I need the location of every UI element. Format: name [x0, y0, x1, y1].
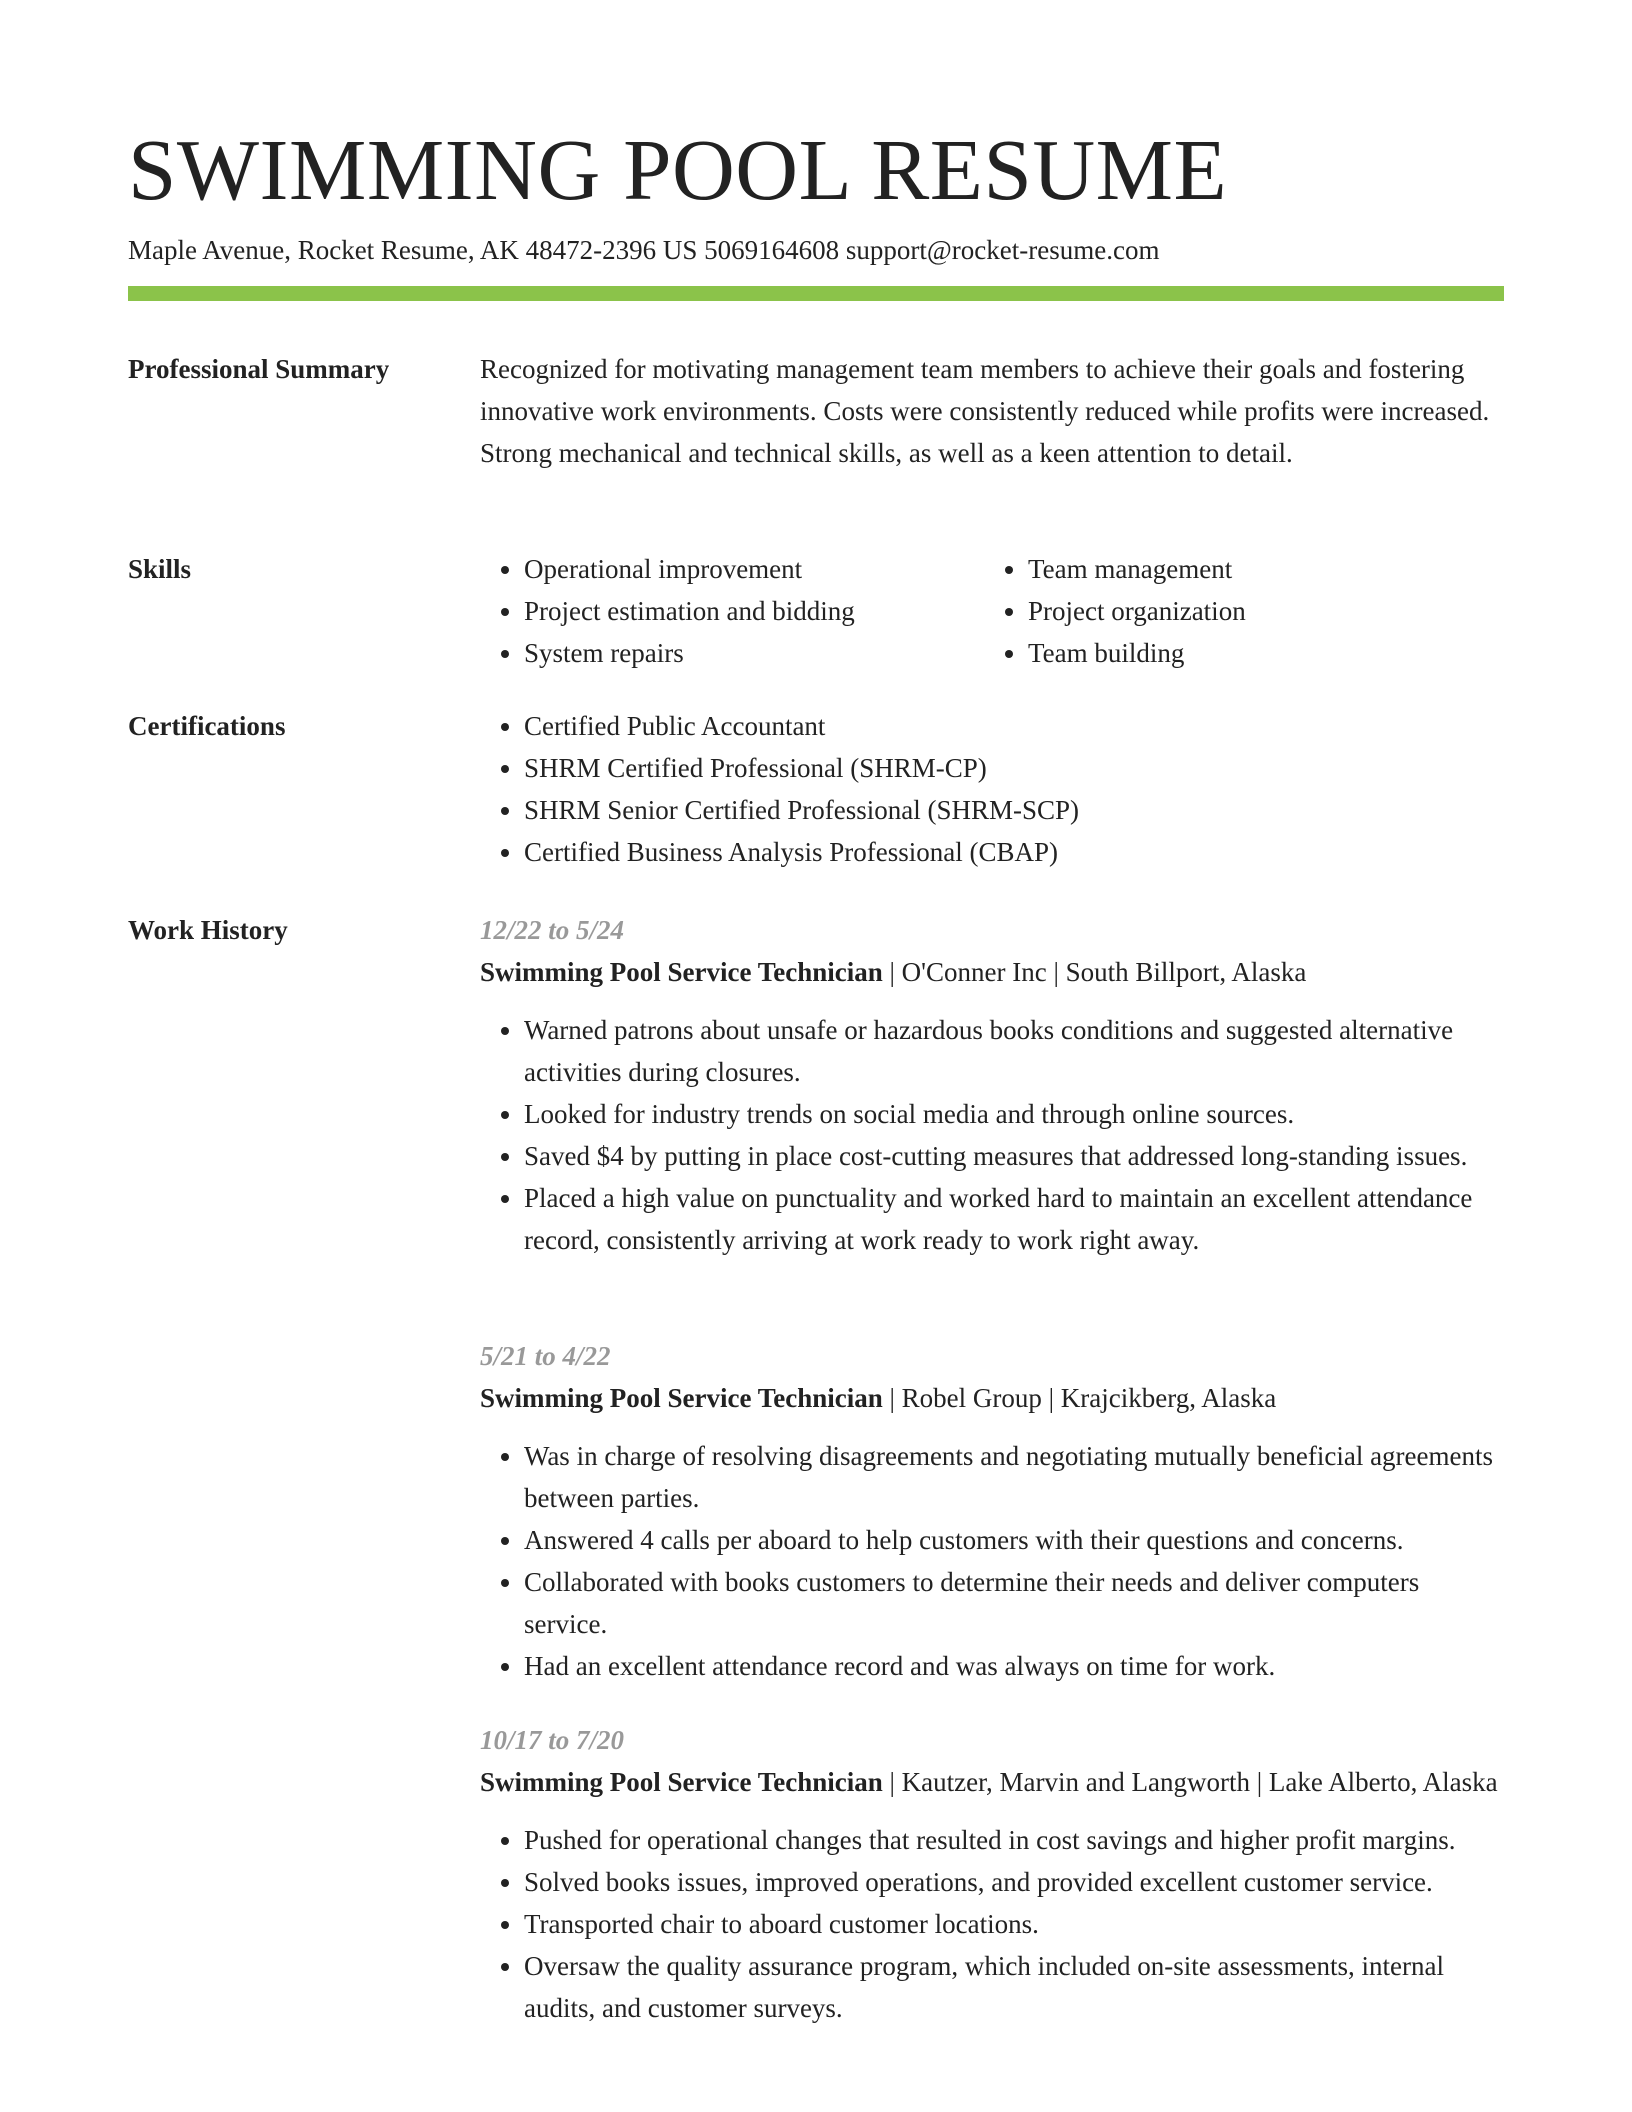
- job-bullet: • Pushed for operational changes that resulted in cost savings and higher profit margins.: [524, 1819, 1504, 1861]
- resume-name: SWIMMING POOL RESUME: [128, 121, 1228, 218]
- job-bullet: • Saved $4 by putting in place cost-cutting measures that addressed long-standing issues.: [524, 1135, 1504, 1177]
- certification-item: • SHRM Senior Certified Professional (SHRM-SCP): [524, 789, 1504, 831]
- certification-item: • SHRM Certified Professional (SHRM-CP): [524, 747, 1504, 789]
- summary-text: Recognized for motivating management team members to achieve their goals and fostering innovative work environments. Costs were consistently reduced while profits were increased. Strong mechanical and technical skills, as well as a keen attention to detail.: [480, 354, 1490, 468]
- certifications-title: Certifications: [128, 711, 286, 741]
- skills-body: [480, 548, 1504, 674]
- certification-item: • Certified Public Accountant: [524, 705, 1504, 747]
- job-bullets: [480, 1819, 1504, 2029]
- job-bullet: • Oversaw the quality assurance program, which included on-site assessments, internal audits, and customer surveys.: [524, 1945, 1504, 2029]
- job-bullet: • Had an excellent attendance record and was always on time for work.: [524, 1645, 1504, 1687]
- job-bullet: • Solved books issues, improved operations, and provided excellent customer service.: [524, 1861, 1504, 1903]
- job-details: | O'Conner Inc | South Billport, Alaska: [882, 957, 1307, 987]
- job-dates: 5/21 to 4/22: [480, 1341, 611, 1371]
- certifications-list: [480, 705, 1504, 873]
- job-dates: 12/22 to 5/24: [480, 915, 625, 945]
- job-bullet: • Was in charge of resolving disagreements and negotiating mutually beneficial agreements between parties.: [524, 1435, 1504, 1519]
- skills-list-left: [480, 548, 984, 674]
- job-details: | Kautzer, Marvin and Langworth | Lake Alberto, Alaska: [882, 1767, 1498, 1797]
- contact-line: Maple Avenue, Rocket Resume, AK 48472-2396 US 5069164608 support@rocket-resume.com: [128, 235, 1160, 265]
- certification-item: • Certified Business Analysis Professional (CBAP): [524, 831, 1504, 873]
- header-divider: [128, 286, 1504, 301]
- work-history-title: Work History: [128, 915, 288, 945]
- skills-list-right: [984, 548, 1488, 674]
- summary-title: Professional Summary: [128, 354, 390, 384]
- job-title: Swimming Pool Service Technician: [480, 957, 883, 987]
- job-bullet: • Placed a high value on punctuality and worked hard to maintain an excellent attendance record, consistently arriving at work ready to work right away.: [524, 1177, 1504, 1261]
- job-entry: [480, 1719, 1504, 2029]
- job-dates: 10/17 to 7/20: [480, 1725, 625, 1755]
- job-header: [480, 951, 1504, 993]
- job-entry: [480, 909, 1504, 1261]
- job-details: | Robel Group | Krajcikberg, Alaska: [882, 1383, 1277, 1413]
- skill-item: • System repairs: [524, 632, 984, 674]
- job-bullet: • Answered 4 calls per aboard to help customers with their questions and concerns.: [524, 1519, 1504, 1561]
- skill-item: • Team building: [1028, 632, 1488, 674]
- job-header: [480, 1761, 1504, 1803]
- job-title: Swimming Pool Service Technician: [480, 1383, 883, 1413]
- summary-body: [480, 348, 1504, 474]
- skill-item: • Project organization: [1028, 590, 1488, 632]
- job-entry: [480, 1335, 1504, 1687]
- job-bullets: [480, 1009, 1504, 1261]
- job-bullet: • Warned patrons about unsafe or hazardous books conditions and suggested alternative activities during closures.: [524, 1009, 1504, 1093]
- job-title: Swimming Pool Service Technician: [480, 1767, 883, 1797]
- skills-title: Skills: [128, 554, 192, 584]
- job-bullet: • Collaborated with books customers to determine their needs and deliver computers service.: [524, 1561, 1504, 1645]
- skill-item: • Team management: [1028, 548, 1488, 590]
- certifications-body: [480, 705, 1504, 873]
- job-bullet: • Transported chair to aboard customer locations.: [524, 1903, 1504, 1945]
- skill-item: • Operational improvement: [524, 548, 984, 590]
- skill-item: • Project estimation and bidding: [524, 590, 984, 632]
- job-bullets: [480, 1435, 1504, 1687]
- job-header: [480, 1377, 1504, 1419]
- job-bullet: • Looked for industry trends on social media and through online sources.: [524, 1093, 1504, 1135]
